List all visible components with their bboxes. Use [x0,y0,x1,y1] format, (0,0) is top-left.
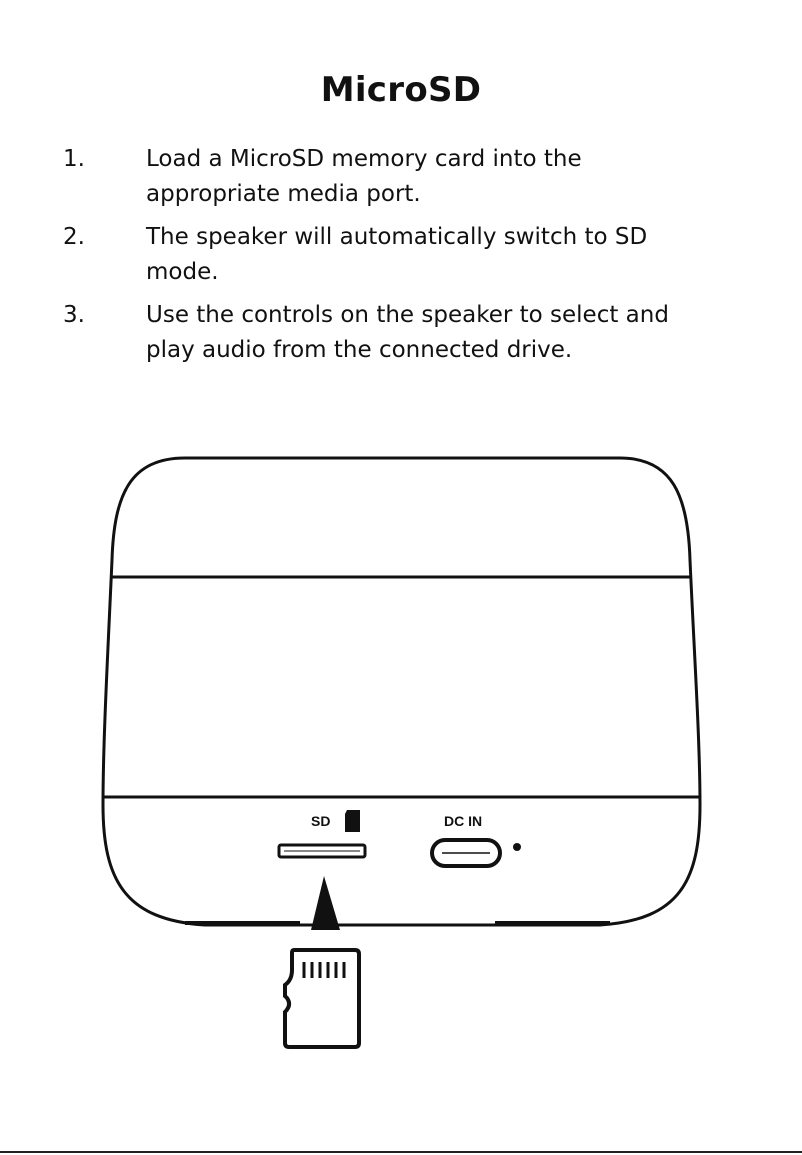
microsd-card-icon [285,950,359,1047]
step-text: Use the controls on the speaker to select and play audio from the connected drive. [146,302,669,363]
step-text: Load a MicroSD memory card into the appropriate media port. [146,146,582,207]
dc-in-label: DC IN [444,813,483,829]
sd-port-label: SD [311,813,331,829]
page-bottom-rule [0,1151,802,1153]
step-number: 2. [63,224,85,250]
indicator-led [513,843,521,851]
step-text: The speaker will automatically switch to SD mode. [146,224,648,285]
step-number: 3. [63,302,85,328]
speaker-outline [103,458,700,925]
step-number: 1. [63,146,85,172]
insert-arrow-icon [311,876,340,930]
sd-card-small-icon [345,810,360,832]
page-title: MicroSD [320,70,482,110]
